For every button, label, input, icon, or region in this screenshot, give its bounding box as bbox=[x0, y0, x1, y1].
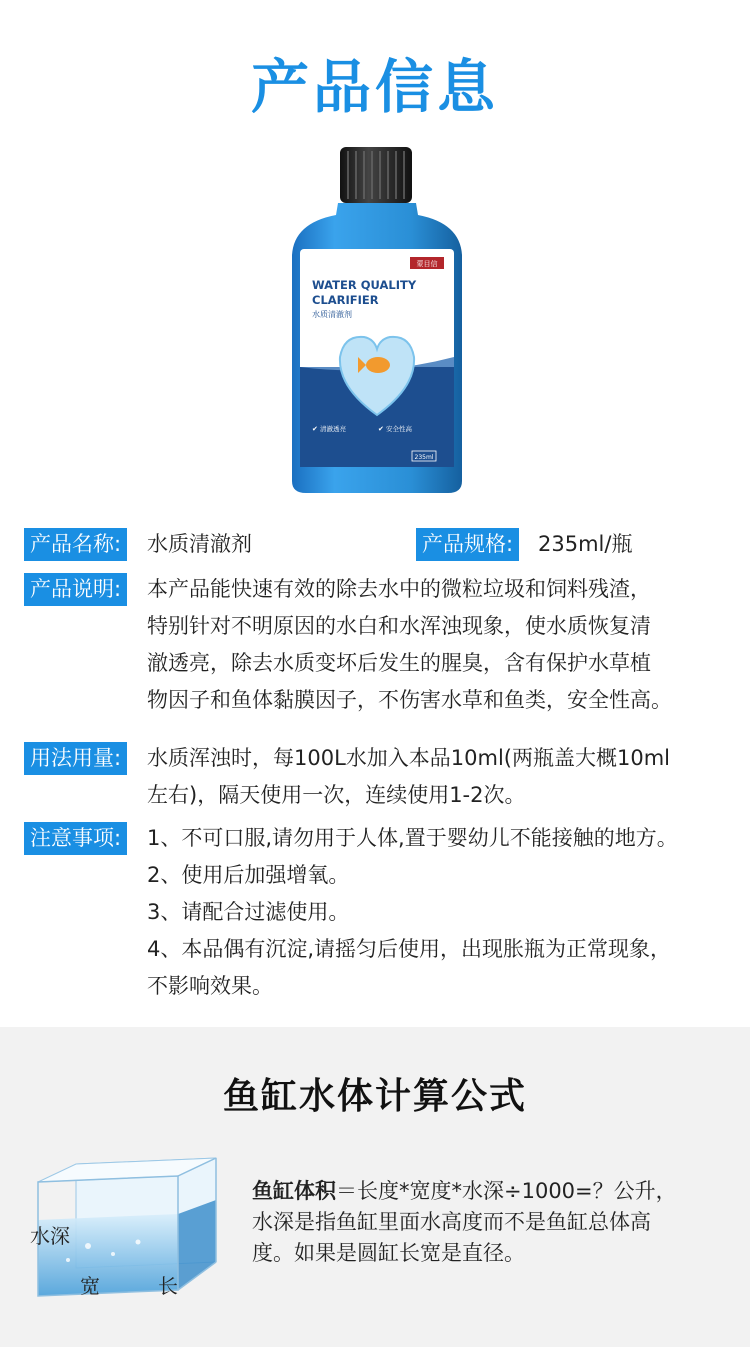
product-spec-label: 产品规格: bbox=[416, 528, 519, 561]
bottle-volume: 235ml bbox=[414, 454, 434, 461]
product-spec-value: 235ml/瓶 bbox=[538, 532, 633, 556]
page-title: 产品信息 bbox=[250, 53, 499, 121]
notice-line: 3、请配合过滤使用。 bbox=[147, 900, 350, 924]
usage-row bbox=[24, 740, 730, 820]
bottle-name-en-1: WATER QUALITY bbox=[312, 278, 417, 292]
product-name-label: 产品名称: bbox=[24, 528, 127, 561]
formula-expression: ＝长度*宽度*水深÷1000=？公升， bbox=[336, 1179, 677, 1203]
description-line: 特别针对不明原因的水白和水浑浊现象，使水质恢复清 bbox=[147, 614, 651, 638]
description-line: 澈透亮，除去水质变坏后发生的腥臭，含有保护水草植 bbox=[147, 651, 651, 675]
notice-row bbox=[24, 820, 730, 1020]
product-bottle-image bbox=[288, 145, 466, 495]
product-description-row bbox=[24, 571, 730, 721]
bottle-feature-2: 安全性高 bbox=[386, 425, 412, 433]
product-description-text bbox=[147, 571, 730, 719]
usage-line: 左右)，隔天使用一次，连续使用1-2次。 bbox=[147, 783, 526, 807]
notice-label: 注意事项: bbox=[24, 822, 127, 855]
bottle-feature-1: 清澈透亮 bbox=[320, 425, 346, 433]
formula-bold-term: 鱼缸体积 bbox=[252, 1179, 336, 1203]
notice-line: 1、不可口服,请勿用于人体,置于婴幼儿不能接触的地方。 bbox=[147, 826, 678, 850]
formula-line-3: 度。如果是圆缸长宽是直径。 bbox=[252, 1241, 525, 1265]
check-icon: ✔ bbox=[312, 425, 318, 433]
product-description-label: 产品说明: bbox=[24, 573, 127, 606]
usage-label: 用法用量: bbox=[24, 742, 127, 775]
formula-text bbox=[252, 1176, 722, 1269]
notice-line: 2、使用后加强增氧。 bbox=[147, 863, 350, 887]
description-line: 物因子和鱼体黏膜因子，不伤害水草和鱼类，安全性高。 bbox=[147, 688, 672, 712]
notice-line: 4、本品偶有沉淀,请摇匀后使用，出现胀瓶为正常现象， bbox=[147, 937, 672, 961]
bottle-brand: 蒙目信 bbox=[416, 260, 438, 268]
product-name-value: 水质清澈剂 bbox=[147, 532, 252, 556]
check-icon: ✔ bbox=[378, 425, 384, 433]
depth-label: 水深 bbox=[30, 1224, 70, 1248]
length-label: 长 bbox=[158, 1274, 178, 1298]
formula-line-2: 水深是指鱼缸里面水高度而不是鱼缸总体高 bbox=[252, 1210, 651, 1234]
formula-title: 鱼缸水体计算公式 bbox=[222, 1076, 527, 1117]
bottle-name-en-2: CLARIFIER bbox=[312, 293, 379, 307]
description-line: 本产品能快速有效的除去水中的微粒垃圾和饲料残渣， bbox=[147, 577, 651, 601]
formula-line-1 bbox=[252, 1176, 722, 1207]
usage-line: 水质浑浊时，每100L水加入本品10ml(两瓶盖大概10ml bbox=[147, 746, 670, 770]
notice-line: 不影响效果。 bbox=[147, 974, 273, 998]
width-label: 宽 bbox=[80, 1274, 100, 1298]
bottle-name-cn: 水质清澈剂 bbox=[312, 310, 352, 319]
notice-text bbox=[147, 820, 730, 1005]
usage-text bbox=[147, 740, 730, 814]
